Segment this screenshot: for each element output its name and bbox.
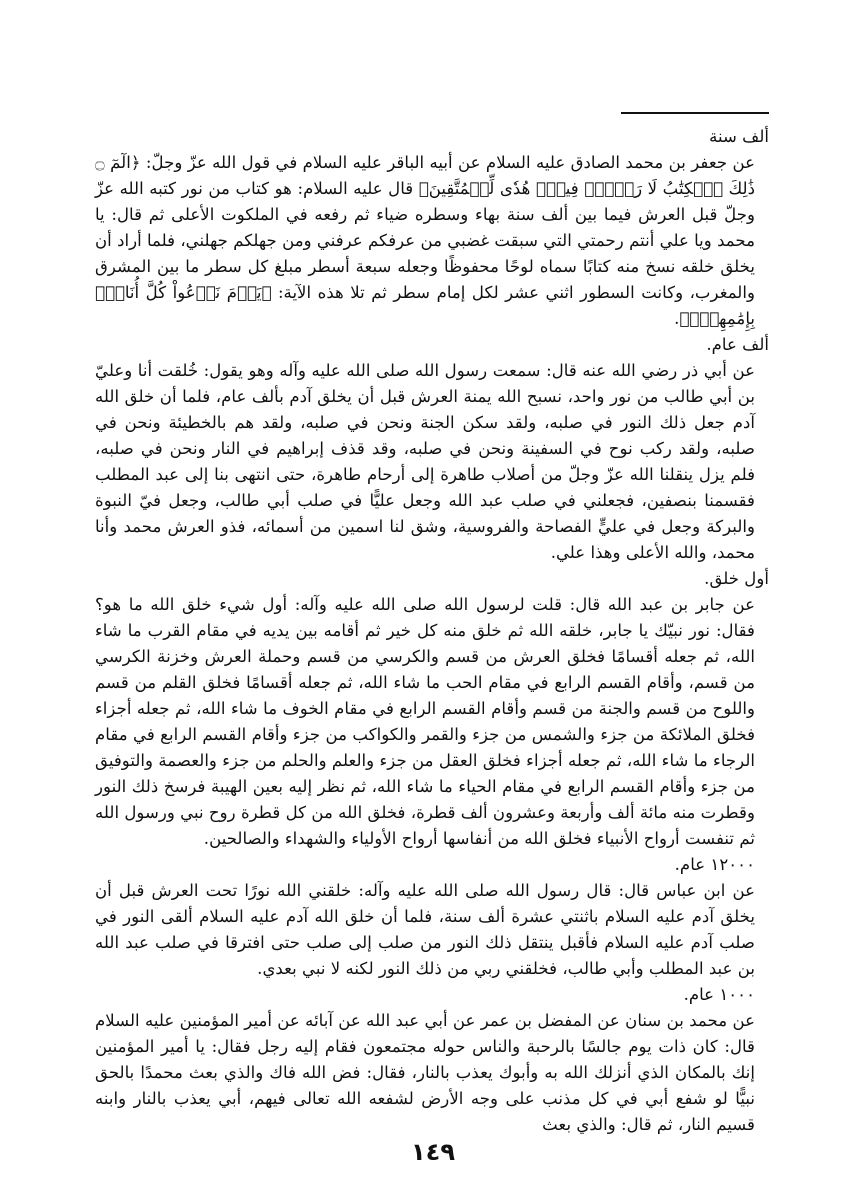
- section-heading-first-creation: أول خلق.: [704, 569, 769, 588]
- section-heading-12000-years: ١٢٠٠٠ عام.: [674, 855, 755, 874]
- section-heading-thousand-years: ألف سنة: [709, 127, 769, 146]
- page-text: [95, 124, 769, 1138]
- paragraph-mufaddal-narration: عن محمد بن سنان عن المفضل بن عمر عن أبي عبد الله عن آبائه عن أمير المؤمنين عليه السلام قال: كان ذات يوم جالسًا بالرحبة والناس حوله مجتمعون فقام إليه رجل فقال: يا أمير المؤمنين إنك بالمكان الذي أنزلك الله به وأبوك يعذب بالنار، فقال: فض الله فاك والذي بعث محمدًا بالحق نبيًّا لو شفع أبي في كل مذنب على وجه الأرض لشفعه الله تعالى فيهم، أبي يعذب بالنار وابنه قسيم النار، ثم قال: والذي بعث: [95, 1011, 755, 1134]
- section-heading-1000-years: ١٠٠٠ عام.: [683, 985, 755, 1004]
- paragraph-jabir-narration: عن جابر بن عبد الله قال: قلت لرسول الله صلى الله عليه وآله: أول شيء خلق الله ما هو؟ فقال: نور نبيّك يا جابر، خلقه الله ثم خلق منه كل خير ثم أقامه بين يديه في مقام القرب ما شاء الله، ثم جعله أقسامًا فخلق العرش من قسم والكرسي من قسم وحملة العرش وخزنة الكرسي من قسم، وأقام القسم الرابع في مقام الحب ما شاء الله، ثم جعله أقسامًا فخلق القلم من قسم واللوح من قسم والجنة من قسم وأقام القسم الرابع في مقام الخوف ما شاء الله، ثم جعله أجزاء فخلق الملائكة من جزء والشمس من جزء والقمر والكواكب من جزء وأقام القسم الرابع في مقام الرجاء ما شاء الله، ثم جعله أجزاء فخلق العقل من جزء والعلم والحلم من جزء والعصمة والتوفيق من جزء وأقام القسم الرابع في مقام الحياء ما شاء الله، ثم نظر إليه بعين الهيبة فرسخ ذلك النور وقطرت منه مائة ألف وأربعة وعشرون ألف قطرة، فخلق الله من كل قطرة روح نبي ورسول الله ثم تنفست أرواح الأنبياء فخلق الله من أنفاسها أرواح الأولياء والشهداء والصالحين.: [95, 595, 755, 848]
- page-number: ١٤٩: [411, 1138, 455, 1166]
- section-heading-thousand-years-2: ألف عام.: [706, 335, 769, 354]
- header-rule: [621, 112, 769, 114]
- paragraph-abu-dhar-narration: عن أبي ذر رضي الله عنه قال: سمعت رسول الله صلى الله عليه وآله وهو يقول: خُلقت أنا وعليّ بن أبي طالب من نور واحد، نسبح الله يمنة العرش قبل أن يخلق آدم بألف عام، فلما أن خلق الله آدم جعل ذلك النور في صلبه، ولقد سكن الجنة ونحن في صلبه، ولقد هم بالخطيئة ونحن في صلبه، ولقد ركب نوح في السفينة ونحن في صلبه، وقد قذف إبراهيم في النار ونحن في صلبه، فلم يزل ينقلنا الله عزّ وجلّ من أصلاب طاهرة إلى أرحام طاهرة، حتى انتهى بنا إلى عبد المطلب فقسمنا بنصفين، فجعلني في صلب عبد الله وجعل عليًّا في صلب أبي طالب، وجعل فيّ النبوة والبركة وجعل في عليٍّ الفصاحة والفروسية، وشق لنا اسمين من أسمائه، فذو العرش محمد وأنا محمد، والله الأعلى وهذا علي.: [95, 361, 755, 562]
- paragraph-ibn-abbas-narration: عن ابن عباس قال: قال رسول الله صلى الله عليه وآله: خلقني الله نورًا تحت العرش قبل أن يخلق آدم عليه السلام باثنتي عشرة ألف سنة، فلما أن خلق الله آدم عليه السلام ألقى النور في صلب آدم عليه السلام فأقبل ينتقل ذلك النور من صلب إلى صلب حتى افترقا في صلب عبد الله بن عبد المطلب وأبي طالب، فخلقني ربي من ذلك النور لكنه لا نبي بعدي.: [95, 881, 755, 978]
- paragraph-jafar-narration: عن جعفر بن محمد الصادق عليه السلام عن أبيه الباقر عليه السلام في قول الله عزّ وجلّ: ﴿الٓمٓ ۝ ذَٰلِكَ ٱلۡكِتَٰبُ لَا رَيۡبَۛ فِيهِۛ هُدٗى لِّلۡمُتَّقِينَ﴾ قال عليه السلام: هو كتاب من نور كتبه الله عزّ وجلّ قبل العرش فيما بين ألف سنة بهاء وسطره ضياء ثم رفعه في الملكوت الأعلى ثم قال: يا محمد ويا علي أنتم رحمتي التي سبقت غضبي من عرفكم عرفني ومن جهلكم جهلني، فلما أراد أن يخلق خلقه نسخ منه كتابًا سماه لوحًا محفوظًا وجعله سبعة أسطر مبلغ كل سطر ما بين المشرق والمغرب، وكانت السطور اثني عشر لكل إمام سطر ثم تلا هذه الآية: ﴿يَوۡمَ نَدۡعُواْ كُلَّ أُنَاسِۢ بِإِمَٰمِهِمۡۖ﴾.: [95, 153, 755, 328]
